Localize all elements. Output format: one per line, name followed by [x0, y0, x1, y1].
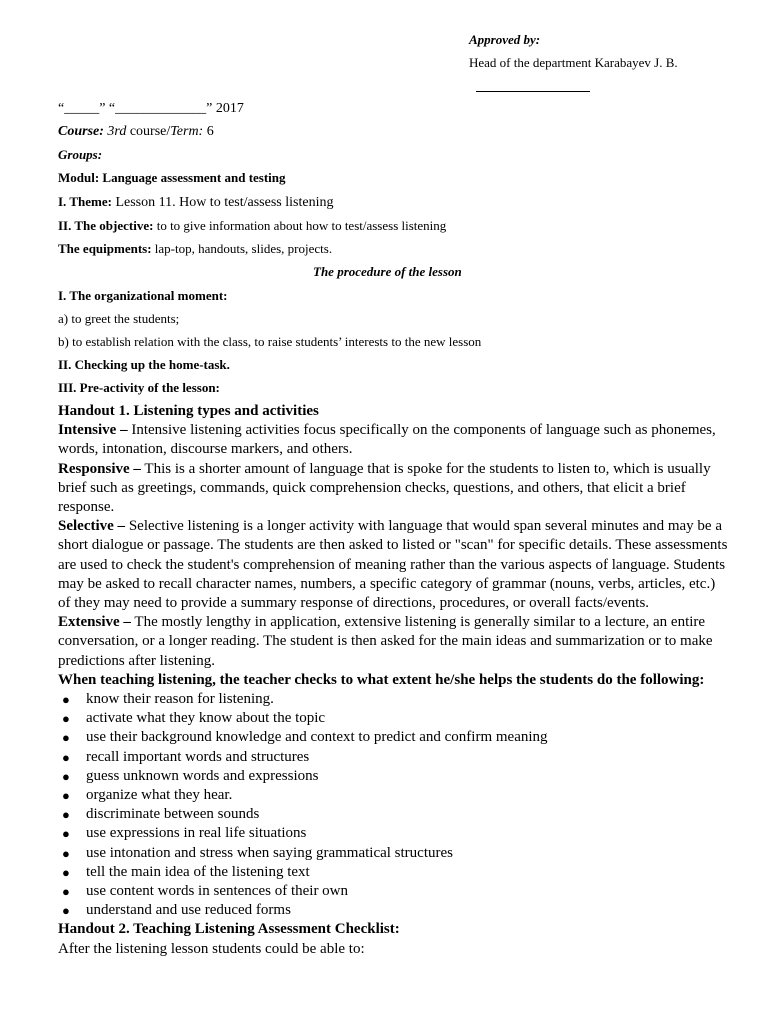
list-item	[58, 748, 728, 767]
date-line: “_____” “_____________” 2017	[58, 101, 244, 116]
bullet-icon: ●	[62, 730, 70, 746]
course-label: Course:	[58, 124, 104, 139]
bullet-icon: ●	[62, 749, 70, 765]
list-item-text: recall important words and structures	[86, 748, 310, 765]
list-item	[58, 767, 728, 786]
bullet-icon: ●	[62, 807, 70, 823]
list-item-text: guess unknown words and expressions	[86, 767, 319, 784]
course-mid: course/	[126, 124, 171, 139]
handout-2-text: After the listening lesson students could be able to:	[58, 940, 365, 957]
approved-by-label: Approved by:	[469, 32, 541, 47]
list-item	[58, 824, 728, 843]
objective-label: II. The objective:	[58, 218, 154, 233]
signature-line	[476, 91, 590, 92]
extensive-paragraph	[58, 613, 728, 671]
bullet-icon: ●	[62, 903, 70, 919]
list-item-text: know their reason for listening.	[86, 691, 274, 708]
intensive-term: Intensive –	[58, 422, 128, 439]
bullet-icon: ●	[62, 845, 70, 861]
selective-paragraph	[58, 517, 728, 613]
responsive-term: Responsive –	[58, 460, 141, 477]
pre-activity-heading: III. Pre-activity of the lesson:	[58, 380, 220, 395]
theme-value: Lesson 11. How to test/assess listening	[111, 195, 334, 210]
bullet-icon: ●	[62, 788, 70, 804]
org-moment-heading: I. The organizational moment:	[58, 288, 228, 303]
list-item	[58, 901, 728, 920]
bullet-icon: ●	[62, 711, 70, 727]
list-item	[58, 844, 728, 863]
theme-line	[58, 194, 333, 211]
list-item-text: use content words in sentences of their own	[86, 883, 349, 900]
equipments-line	[58, 241, 332, 257]
bullet-icon: ●	[62, 692, 70, 708]
handout-1-title: Handout 1. Listening types and activities	[58, 403, 319, 419]
list-item	[58, 690, 728, 709]
bullet-icon: ●	[62, 864, 70, 880]
groups-label: Groups:	[58, 147, 103, 162]
teaching-checklist	[58, 690, 728, 920]
bullet-icon: ●	[62, 884, 70, 900]
objective-line	[58, 218, 446, 234]
selective-term: Selective –	[58, 518, 126, 535]
course-number: 3rd	[107, 124, 127, 139]
handout-2-title: Handout 2. Teaching Listening Assessment Checklist:	[58, 921, 400, 938]
modul-line: Modul: Language assessment and testing	[58, 170, 286, 185]
head-of-department: Head of the department Karabayev J. B.	[469, 55, 678, 70]
list-item	[58, 709, 728, 728]
org-moment-a: a) to greet the students;	[58, 311, 180, 326]
list-item	[58, 728, 728, 747]
org-moment-b: b) to establish relation with the class, to raise students’ interests to the new lesson	[58, 334, 482, 349]
list-item-text: use expressions in real life situations	[86, 825, 307, 842]
list-item	[58, 786, 728, 805]
list-item-text: tell the main idea of the listening text	[86, 863, 310, 880]
theme-label: I. Theme:	[58, 194, 112, 209]
selective-text: Selective listening is a longer activity with language that would span several minutes and may be a short dialogue or passage. The students are then asked to listed or "scan" for specific details. These assessments are used to check the student's comprehension of meaning rather than the various aspects of language. Students may be asked to recall character names, numbers, a specific category of grammar (nouns, verbs, articles, etc.) of they may need to provide a summary response of directions, procedures, or overall facts/events.	[58, 518, 728, 612]
procedure-title: The procedure of the lesson	[313, 264, 462, 279]
list-item	[58, 805, 728, 824]
list-item	[58, 863, 728, 882]
intensive-text: Intensive listening activities focus specifically on the components of language such as phonemes, words, intonation, discourse markers, and others.	[58, 422, 716, 458]
term-value: 6	[203, 124, 214, 139]
list-item	[58, 882, 728, 901]
term-label: Term:	[170, 124, 204, 139]
extensive-text: The mostly lengthy in application, extensive listening is generally similar to a lecture, an entire conversation, or a longer reading. The student is then asked for the main ideas and summarization or to make predictions after listening.	[58, 614, 713, 669]
list-item-text: use their background knowledge and context to predict and confirm meaning	[86, 729, 548, 746]
list-item-text: understand and use reduced forms	[86, 902, 291, 919]
intensive-paragraph	[58, 421, 728, 459]
equipments-label: The equipments:	[58, 241, 152, 256]
course-line	[58, 124, 214, 140]
list-item-text: organize what they hear.	[86, 787, 233, 804]
checking-home-task: II. Checking up the home-task.	[58, 357, 230, 372]
responsive-paragraph	[58, 460, 728, 518]
list-item-text: activate what they know about the topic	[86, 710, 326, 727]
equipments-value: lap-top, handouts, slides, projects.	[151, 241, 333, 256]
bullet-icon: ●	[62, 768, 70, 784]
objective-value: to to give information about how to test/assess listening	[153, 218, 447, 233]
bullet-icon: ●	[62, 826, 70, 842]
teaching-listening-heading: When teaching listening, the teacher checks to what extent he/she helps the students do the following:	[58, 671, 705, 688]
list-item-text: discriminate between sounds	[86, 806, 260, 823]
lesson-body	[58, 402, 728, 959]
extensive-term: Extensive –	[58, 614, 131, 631]
list-item-text: use intonation and stress when saying grammatical structures	[86, 844, 453, 861]
responsive-text: This is a shorter amount of language that is spoke for the students to listen to, which is usually brief such as greetings, commands, quick comprehension checks, questions, and others, that elicit a brief response.	[58, 460, 711, 516]
